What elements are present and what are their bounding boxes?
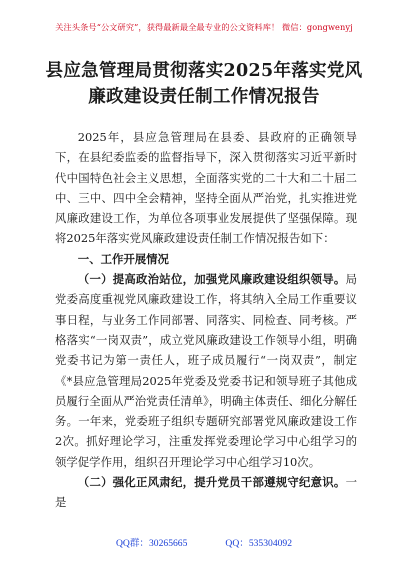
subsection-1-paragraph [55, 269, 357, 472]
footer-qq-group: QQ群：30265665 [115, 538, 188, 549]
footer-contact [0, 535, 408, 549]
intro-paragraph: 2025年，县应急管理局在县委、县政府的正确领导下，在县纪委监委的监督指导下，深入贯彻落实习近平新时代中国特色社会主义思想，全面落实党的二十大和二十届二中、三中、四中全会精神，坚持全面从严治党，扎实推进党风廉政建设工作，为单位各项事业发展提供了坚强保障。现将2025年落实党风廉政建设责任制工作情况报告如下： [55, 130, 357, 246]
top-banner: 关注头条号“公文研究”，获得最新最全最专业的公文资料库！ 微信：gongwenyj [55, 22, 353, 32]
subsection-1-body: 局党委高度重视党风廉政建设工作，将其纳入全局工作重要议事日程，与业务工作同部署、同落实、同检查、同考核。严格落实“一岗双责”，成立党风廉政建设工作领导小组，明确党委书记为第一责任人，班子成员履行“一岗双责”，制定《*县应急管理局2025年党委及党委书记和领导班子其他成员履行全面从严治党责任清单》，明确主体责任、细化分解任务。一年来，党委班子组织专题研究部署党风廉政建设工作2次。抓好理论学习，注重发挥党委理论学习中心组学习的领学促学作用，组织召开理论学习中心组学习10次。 [55, 272, 357, 469]
subsection-2-body: 一是 [55, 475, 357, 510]
footer-qq-number: QQ：535304092 [225, 538, 293, 549]
document-body [55, 127, 357, 513]
document-title-line-2: 廉政建设责任制工作情况报告 [88, 87, 320, 107]
subsection-2-paragraph [55, 472, 357, 513]
section-heading-work-progress: 一、工作开展情况 [77, 251, 169, 266]
document-title [0, 58, 408, 110]
document-title-line-1: 县应急管理局贯彻落实2025年落实党风 [45, 61, 363, 81]
subsection-2-heading: （二）强化正风肃纪，提升党员干部遵规守纪意识。 [77, 475, 346, 490]
subsection-1-heading: （一）提高政治站位，加强党风廉政建设组织领导。 [77, 272, 346, 287]
